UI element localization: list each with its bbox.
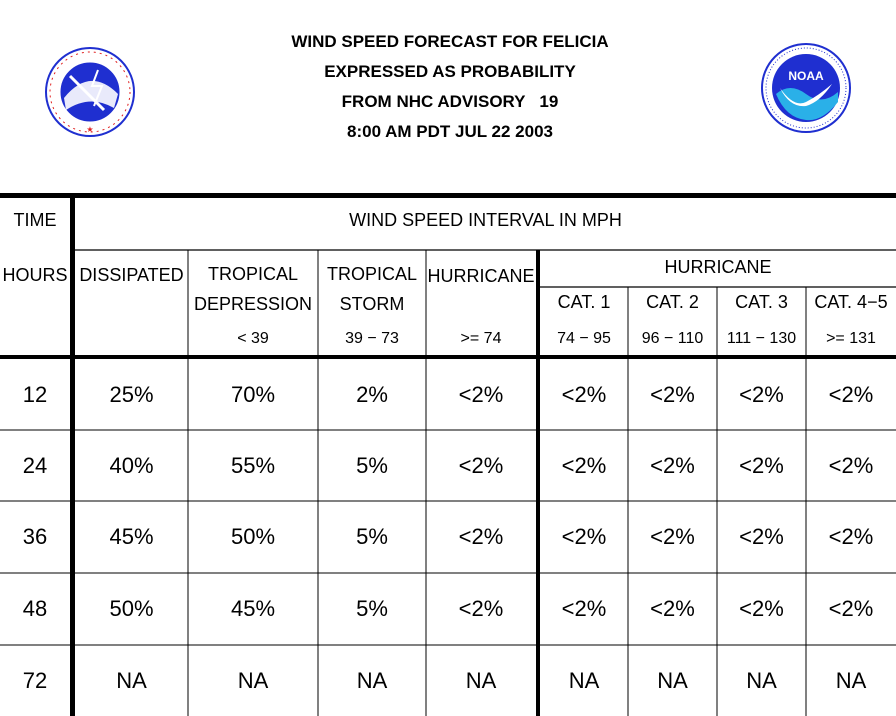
row-hour: 48 (22, 596, 48, 621)
table-cell: 5% (356, 452, 388, 478)
table-cell: 25% (109, 381, 154, 407)
table-cell: 50% (109, 596, 154, 621)
col-header-cat2: CAT. 2 (646, 292, 699, 312)
table-cell: <2% (458, 452, 504, 478)
noaa-logo-icon (760, 42, 852, 134)
row-hour: 12 (22, 381, 48, 407)
table-cell: <2% (458, 381, 504, 407)
title-line-2: EXPRESSED AS PROBABILITY (324, 62, 576, 81)
col-header-td-line2: DEPRESSION (193, 294, 313, 314)
table-cell: <2% (739, 524, 784, 549)
col-range-cat1: 74 − 95 (557, 330, 611, 347)
row-hour: 72 (22, 667, 48, 693)
table-cell: 45% (230, 596, 276, 621)
table-cell: 70% (230, 381, 276, 407)
table-cell: <2% (561, 524, 607, 549)
col-range-cat2: 96 − 110 (641, 330, 704, 347)
table-cell: <2% (739, 452, 784, 478)
table-cell: NA (356, 667, 388, 693)
table-cell: <2% (828, 524, 874, 549)
table-cell: <2% (561, 596, 607, 621)
table-cell: 55% (230, 452, 276, 478)
table-cell: <2% (828, 596, 874, 621)
title-block (200, 30, 700, 150)
table-cell: NA (116, 667, 147, 693)
col-range-hurricane: >= 74 (460, 330, 502, 347)
table-cell: <2% (739, 596, 784, 621)
table-cell: <2% (561, 452, 607, 478)
table-cell: <2% (561, 381, 607, 407)
table-cell: <2% (650, 452, 695, 478)
title-line-3: FROM NHC ADVISORY 19 (341, 92, 559, 111)
interval-header: WIND SPEED INTERVAL IN MPH (349, 210, 622, 230)
col-header-cat1: CAT. 1 (557, 292, 611, 312)
table-cell: <2% (458, 524, 504, 549)
col-header-cat45: CAT. 4−5 (814, 292, 888, 312)
hours-header: HOURS (2, 265, 68, 285)
table-cell: NA (657, 667, 688, 693)
table-cell: NA (568, 667, 600, 693)
col-range-cat3: 111 − 130 (726, 330, 797, 347)
table-cell: NA (237, 667, 269, 693)
table-cell: <2% (650, 381, 695, 407)
table-cell: 2% (356, 381, 388, 407)
header (0, 0, 896, 190)
nws-logo-icon (44, 46, 136, 138)
col-range-td: < 39 (237, 330, 269, 347)
time-header: TIME (13, 210, 57, 230)
table-cell: NA (835, 667, 867, 693)
table-cell: <2% (650, 524, 695, 549)
table-cell: NA (465, 667, 497, 693)
title-line-1: WIND SPEED FORECAST FOR FELICIA (291, 32, 609, 51)
col-header-ts-line1: TROPICAL (326, 264, 418, 284)
row-hour: 36 (22, 524, 48, 549)
table-cell: 40% (109, 452, 154, 478)
table-cell: <2% (828, 452, 874, 478)
table-cell: <2% (828, 381, 874, 407)
table-cell: <2% (458, 596, 504, 621)
table-cell: 5% (356, 596, 388, 621)
col-header-ts-line2: STORM (339, 294, 405, 314)
col-header-dissipated: DISSIPATED (79, 265, 184, 285)
table-cell: 50% (230, 524, 276, 549)
col-header-td-line1: TROPICAL (207, 264, 299, 284)
table-cell: NA (746, 667, 777, 693)
svg-text:NOAA: NOAA (788, 69, 824, 83)
title-line-4: 8:00 AM PDT JUL 22 2003 (347, 122, 553, 141)
svg-text:★: ★ (86, 125, 94, 134)
table-cell: 45% (109, 524, 154, 549)
col-header-hurricane: HURRICANE (427, 266, 535, 286)
col-range-cat45: >= 131 (826, 330, 876, 347)
table-cell: <2% (650, 596, 695, 621)
hurricane-group-header: HURRICANE (664, 257, 772, 277)
table-cell: <2% (739, 381, 784, 407)
col-header-cat3: CAT. 3 (735, 292, 788, 312)
row-hour: 24 (22, 452, 48, 478)
table-cell: 5% (356, 524, 388, 549)
col-range-ts: 39 − 73 (345, 330, 399, 347)
